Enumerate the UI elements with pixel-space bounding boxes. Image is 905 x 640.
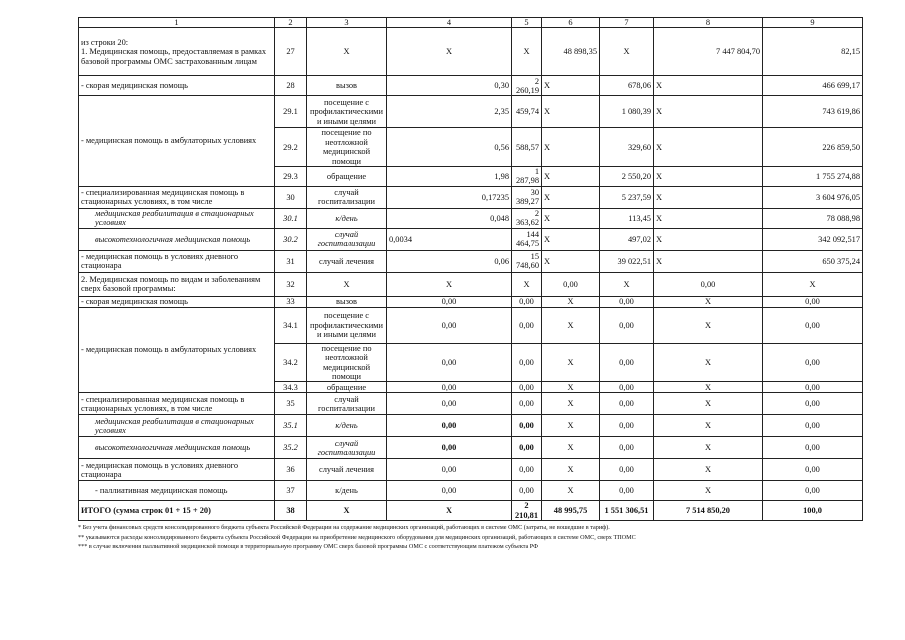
cell-value: 113,45 bbox=[600, 208, 654, 228]
cell-value: 0,00 bbox=[763, 307, 863, 343]
row-unit: посещение с профилактическими и иными целями bbox=[307, 96, 387, 128]
col-header: 2 bbox=[275, 18, 307, 28]
cell-value: X bbox=[542, 167, 600, 187]
cell-value: X bbox=[542, 186, 600, 208]
table-row bbox=[79, 28, 863, 76]
table-row bbox=[79, 186, 863, 208]
cell-value: 100,0 bbox=[763, 501, 863, 521]
cell-value: 0,00 bbox=[600, 393, 654, 415]
cell-value: X bbox=[307, 501, 387, 521]
cell-value: 39 022,51 bbox=[600, 250, 654, 272]
cell-value: 0,17235 bbox=[387, 186, 512, 208]
cell-value: 82,15 bbox=[763, 28, 863, 76]
row-code: 30 bbox=[275, 186, 307, 208]
row-name: - медицинская помощь в условиях дневного стационара bbox=[79, 250, 275, 272]
cell-value: X bbox=[654, 307, 763, 343]
cell-value: X bbox=[654, 343, 763, 382]
footnote: ** указываются расходы консолидированного бюджета субъекта Российской Федерации на приобретение медицинского оборудования для медицинских организаций, работающих в системе ОМС, сверх ТПОМС bbox=[78, 533, 636, 541]
cell-value: 0,00 bbox=[763, 415, 863, 437]
cell-value: 226 859,50 bbox=[763, 128, 863, 167]
row-unit: случай госпитализации bbox=[307, 437, 387, 459]
cell-value: 0,00 bbox=[387, 459, 512, 481]
cell-value: 0,00 bbox=[600, 382, 654, 393]
cell-value: 0,00 bbox=[512, 415, 542, 437]
cell-value: 1,98 bbox=[387, 167, 512, 187]
cell-value: 144 464,75 bbox=[512, 228, 542, 250]
cell-value: 0,00 bbox=[512, 393, 542, 415]
cell-value: X bbox=[654, 228, 763, 250]
row-name: - медицинская помощь в условиях дневного стационара bbox=[79, 459, 275, 481]
financing-table bbox=[78, 17, 863, 521]
row-name: медицинская реабилитация в стационарных условиях bbox=[79, 415, 275, 437]
cell-value: 0,00 bbox=[763, 481, 863, 501]
footnotes bbox=[78, 523, 862, 552]
cell-value: X bbox=[542, 382, 600, 393]
cell-value: 78 088,98 bbox=[763, 208, 863, 228]
cell-value: X bbox=[387, 272, 512, 296]
cell-value: 0,00 bbox=[600, 459, 654, 481]
header-row bbox=[79, 18, 863, 28]
row-name: - паллиативная медицинская помощь bbox=[79, 481, 275, 501]
cell-value: X bbox=[600, 28, 654, 76]
cell-value: 48 995,75 bbox=[542, 501, 600, 521]
row-name: высокотехнологичная медицинская помощь bbox=[79, 228, 275, 250]
cell-value: X bbox=[512, 272, 542, 296]
row-name: - скорая медицинская помощь bbox=[79, 76, 275, 96]
row-unit: к/день bbox=[307, 415, 387, 437]
row-code: 33 bbox=[275, 296, 307, 307]
row-code: 29.3 bbox=[275, 167, 307, 187]
row-unit: посещение с профилактическими и иными целями bbox=[307, 307, 387, 343]
row-code: 30.1 bbox=[275, 208, 307, 228]
total-row bbox=[79, 501, 863, 521]
cell-value: 0,00 bbox=[654, 272, 763, 296]
cell-value: X bbox=[542, 250, 600, 272]
cell-value: X bbox=[600, 272, 654, 296]
col-header: 9 bbox=[763, 18, 863, 28]
cell-value: 48 898,35 bbox=[542, 28, 600, 76]
row-name: медицинская реабилитация в стационарных условиях bbox=[79, 208, 275, 228]
cell-value: X bbox=[654, 96, 763, 128]
row-code: 34.1 bbox=[275, 307, 307, 343]
table-row bbox=[79, 481, 863, 501]
cell-value: X bbox=[307, 272, 387, 296]
cell-value: 588,57 bbox=[512, 128, 542, 167]
cell-value: 0,00 bbox=[387, 296, 512, 307]
cell-value: X bbox=[542, 128, 600, 167]
cell-value: X bbox=[542, 296, 600, 307]
cell-value: 0,00 bbox=[542, 272, 600, 296]
row-unit: случай госпитализации bbox=[307, 228, 387, 250]
cell-value: 650 375,24 bbox=[763, 250, 863, 272]
cell-value: 342 092,517 bbox=[763, 228, 863, 250]
row-name: - медицинская помощь в амбулаторных условиях bbox=[79, 96, 275, 186]
row-unit: посещение по неотложной медицинской помощи bbox=[307, 343, 387, 382]
cell-value: 0,00 bbox=[763, 382, 863, 393]
cell-value: X bbox=[307, 28, 387, 76]
cell-value: X bbox=[542, 96, 600, 128]
row-code: 32 bbox=[275, 272, 307, 296]
cell-value: 466 699,17 bbox=[763, 76, 863, 96]
cell-value: 0,06 bbox=[387, 250, 512, 272]
col-header: 6 bbox=[542, 18, 600, 28]
cell-value: 0,00 bbox=[763, 343, 863, 382]
cell-value: 0,00 bbox=[600, 415, 654, 437]
cell-value: X bbox=[654, 382, 763, 393]
row-unit: вызов bbox=[307, 296, 387, 307]
cell-value: X bbox=[542, 228, 600, 250]
row-code: 36 bbox=[275, 459, 307, 481]
cell-value: 1 287,98 bbox=[512, 167, 542, 187]
row-code: 31 bbox=[275, 250, 307, 272]
table-row bbox=[79, 296, 863, 307]
cell-value: X bbox=[387, 501, 512, 521]
document-sheet bbox=[78, 17, 862, 552]
col-header: 8 bbox=[654, 18, 763, 28]
cell-value: X bbox=[654, 393, 763, 415]
row-name: из строки 20: 1. Медицинская помощь, предоставляемая в рамках базовой программы ОМС застрахованным лицам bbox=[79, 28, 275, 76]
cell-value: 2 210,81 bbox=[512, 501, 542, 521]
cell-value: 0,00 bbox=[387, 481, 512, 501]
row-name: 2. Медицинская помощь по видам и заболеваниям сверх базовой программы: bbox=[79, 272, 275, 296]
row-code: 37 bbox=[275, 481, 307, 501]
cell-value: 2,35 bbox=[387, 96, 512, 128]
table-row bbox=[79, 208, 863, 228]
cell-value: X bbox=[654, 128, 763, 167]
row-unit: к/день bbox=[307, 481, 387, 501]
cell-value: 0,0034 bbox=[387, 228, 512, 250]
cell-value: 7 447 804,70 bbox=[654, 28, 763, 76]
cell-value: 2 550,20 bbox=[600, 167, 654, 187]
cell-value: X bbox=[654, 415, 763, 437]
table-row bbox=[79, 393, 863, 415]
cell-value: 0,00 bbox=[600, 307, 654, 343]
cell-value: X bbox=[542, 343, 600, 382]
row-unit: случай лечения bbox=[307, 250, 387, 272]
cell-value: X bbox=[654, 186, 763, 208]
table-row bbox=[79, 307, 863, 343]
cell-value: 0,00 bbox=[387, 415, 512, 437]
row-unit: обращение bbox=[307, 167, 387, 187]
row-name: - специализированная медицинская помощь в стационарных условиях, в том числе bbox=[79, 393, 275, 415]
cell-value: 1 755 274,88 bbox=[763, 167, 863, 187]
row-code: 29.2 bbox=[275, 128, 307, 167]
cell-value: 5 237,59 bbox=[600, 186, 654, 208]
cell-value: X bbox=[654, 481, 763, 501]
cell-value: X bbox=[542, 481, 600, 501]
cell-value: 15 748,60 bbox=[512, 250, 542, 272]
cell-value: X bbox=[542, 76, 600, 96]
col-header: 5 bbox=[512, 18, 542, 28]
row-name: - специализированная медицинская помощь в стационарных условиях, в том числе bbox=[79, 186, 275, 208]
cell-value: 0,00 bbox=[512, 437, 542, 459]
cell-value: 0,00 bbox=[512, 343, 542, 382]
cell-value: 0,00 bbox=[600, 343, 654, 382]
cell-value: 2 363,62 bbox=[512, 208, 542, 228]
cell-value: 0,00 bbox=[763, 393, 863, 415]
table-row bbox=[79, 437, 863, 459]
cell-value: X bbox=[654, 296, 763, 307]
cell-value: 0,00 bbox=[600, 437, 654, 459]
cell-value: X bbox=[542, 393, 600, 415]
row-name: ИТОГО (сумма строк 01 + 15 + 20) bbox=[79, 501, 275, 521]
cell-value: 0,00 bbox=[512, 307, 542, 343]
table-row bbox=[79, 415, 863, 437]
table-row bbox=[79, 272, 863, 296]
row-unit: случай госпитализации bbox=[307, 393, 387, 415]
cell-value: 678,06 bbox=[600, 76, 654, 96]
row-code: 29.1 bbox=[275, 96, 307, 128]
table-row bbox=[79, 459, 863, 481]
cell-value: 0,00 bbox=[763, 296, 863, 307]
cell-value: X bbox=[512, 28, 542, 76]
cell-value: 1 551 306,51 bbox=[600, 501, 654, 521]
cell-value: X bbox=[654, 208, 763, 228]
cell-value: 497,02 bbox=[600, 228, 654, 250]
cell-value: X bbox=[654, 250, 763, 272]
cell-value: 0,00 bbox=[387, 382, 512, 393]
cell-value: 0,00 bbox=[387, 437, 512, 459]
row-code: 35.1 bbox=[275, 415, 307, 437]
cell-value: X bbox=[654, 76, 763, 96]
cell-value: 0,00 bbox=[512, 459, 542, 481]
cell-value: 0,00 bbox=[763, 437, 863, 459]
cell-value: 30 389,27 bbox=[512, 186, 542, 208]
cell-value: 0,00 bbox=[512, 296, 542, 307]
cell-value: 0,00 bbox=[387, 307, 512, 343]
row-unit: обращение bbox=[307, 382, 387, 393]
cell-value: 0,30 bbox=[387, 76, 512, 96]
cell-value: 1 080,39 bbox=[600, 96, 654, 128]
cell-value: X bbox=[542, 307, 600, 343]
cell-value: 0,048 bbox=[387, 208, 512, 228]
row-code: 35.2 bbox=[275, 437, 307, 459]
cell-value: 459,74 bbox=[512, 96, 542, 128]
col-header: 1 bbox=[79, 18, 275, 28]
cell-value: 0,00 bbox=[763, 459, 863, 481]
cell-value: X bbox=[654, 167, 763, 187]
col-header: 7 bbox=[600, 18, 654, 28]
cell-value: 329,60 bbox=[600, 128, 654, 167]
table-row bbox=[79, 96, 863, 128]
row-name: высокотехнологичная медицинская помощь bbox=[79, 437, 275, 459]
col-header: 3 bbox=[307, 18, 387, 28]
cell-value: X bbox=[654, 437, 763, 459]
row-unit: посещение по неотложной медицинской помощи bbox=[307, 128, 387, 167]
table-row bbox=[79, 228, 863, 250]
cell-value: 2 260,19 bbox=[512, 76, 542, 96]
row-code: 34.2 bbox=[275, 343, 307, 382]
row-name: - медицинская помощь в амбулаторных условиях bbox=[79, 307, 275, 393]
cell-value: 0,00 bbox=[387, 393, 512, 415]
cell-value: 0,00 bbox=[600, 296, 654, 307]
row-unit: случай лечения bbox=[307, 459, 387, 481]
cell-value: 3 604 976,05 bbox=[763, 186, 863, 208]
cell-value: 0,00 bbox=[387, 343, 512, 382]
footnote: * Без учета финансовых средств консолидированного бюджета субъекта Российской Федерации на содержание медицинских организаций, работающих в системе ОМС (затраты, не вошедшие в тариф). bbox=[78, 524, 610, 532]
row-code: 30.2 bbox=[275, 228, 307, 250]
cell-value: X bbox=[542, 415, 600, 437]
row-name: - скорая медицинская помощь bbox=[79, 296, 275, 307]
table-row bbox=[79, 76, 863, 96]
footnote: *** в случае включения паллиативной медицинской помощи в территориальную программу ОМС сверх базовой программы ОМС с соответствующим платежом субъекта РФ bbox=[78, 543, 539, 551]
cell-value: X bbox=[542, 459, 600, 481]
row-code: 38 bbox=[275, 501, 307, 521]
row-unit: случай госпитализации bbox=[307, 186, 387, 208]
row-unit: к/день bbox=[307, 208, 387, 228]
cell-value: X bbox=[654, 459, 763, 481]
cell-value: X bbox=[542, 437, 600, 459]
cell-value: 7 514 850,20 bbox=[654, 501, 763, 521]
table-row bbox=[79, 250, 863, 272]
row-code: 27 bbox=[275, 28, 307, 76]
cell-value: 743 619,86 bbox=[763, 96, 863, 128]
col-header: 4 bbox=[387, 18, 512, 28]
row-code: 35 bbox=[275, 393, 307, 415]
row-unit: вызов bbox=[307, 76, 387, 96]
cell-value: X bbox=[763, 272, 863, 296]
cell-value: 0,00 bbox=[512, 382, 542, 393]
cell-value: X bbox=[542, 208, 600, 228]
row-code: 34.3 bbox=[275, 382, 307, 393]
cell-value: 0,00 bbox=[600, 481, 654, 501]
row-code: 28 bbox=[275, 76, 307, 96]
cell-value: X bbox=[387, 28, 512, 76]
cell-value: 0,00 bbox=[512, 481, 542, 501]
cell-value: 0,56 bbox=[387, 128, 512, 167]
